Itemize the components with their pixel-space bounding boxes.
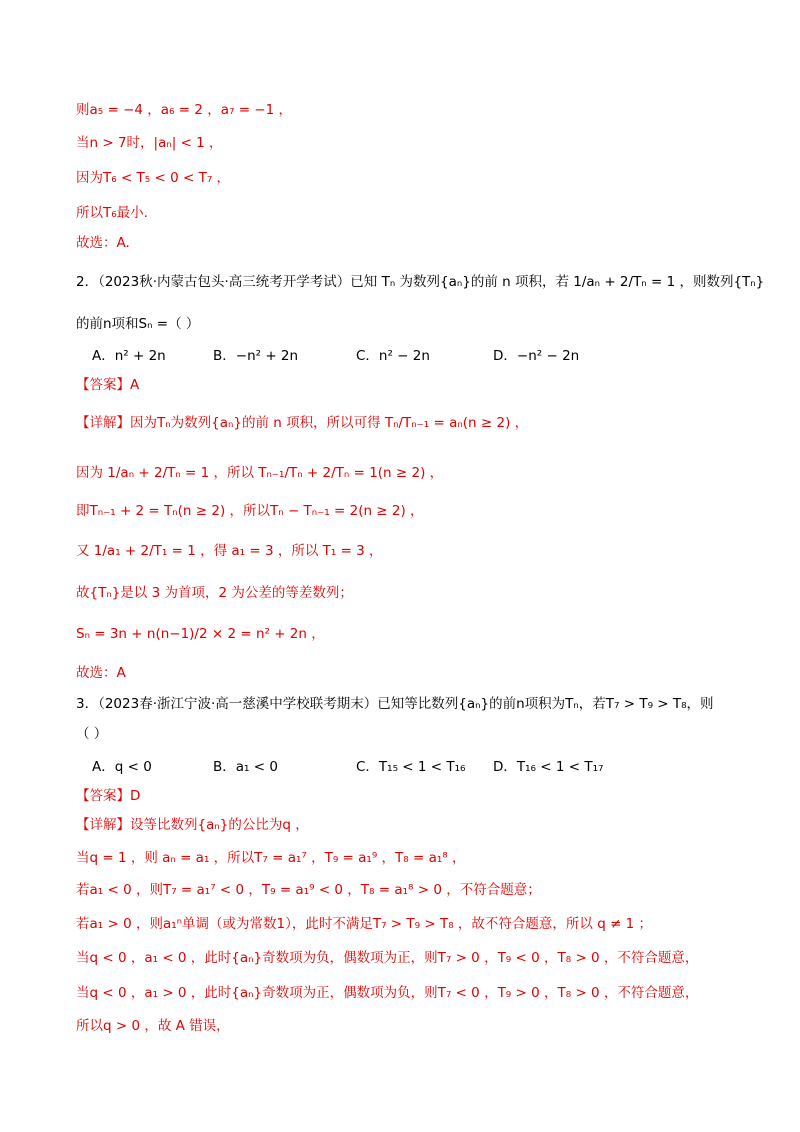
q3-detail-line: 若a₁ < 0 ，则T₇ = a₁⁷ < 0 ，T₉ = a₁⁹ < 0 ，T₈ = a₁⁸ > 0 ，不符合题意；	[76, 882, 541, 898]
question-2-stem: 2．（2023秋·内蒙古包头·高三统考开学考试）已知 Tₙ 为数列{aₙ}的前 n 项积，若 1/aₙ + 2/Tₙ = 1 ，则数列{Tₙ}	[76, 274, 765, 290]
q2-sum-formula: Sₙ = 3n + n(n−1)/2 × 2 = n² + 2n ，	[76, 626, 325, 642]
q2-detail-line: 故{Tₙ}是以 3 为首项，2 为公差的等差数列；	[76, 585, 353, 601]
q3-detail-line: 当q < 0 ，a₁ < 0 ，此时{aₙ}奇数项为负，偶数项为正，则T₇ > 0 ，T₉ < 0 ，T₈ > 0 ，不符合题意，	[76, 950, 699, 966]
q2-option-d: D．−n² − 2n	[493, 348, 580, 364]
q3-option-a: A．q < 0	[92, 759, 152, 775]
q2-option-c: C．n² − 2n	[356, 348, 430, 364]
q3-option-b: B．a₁ < 0	[213, 759, 278, 775]
question-3-stem: 3．（2023春·浙江宁波·高一慈溪中学校联考期末）已知等比数列{aₙ}的前n项积为Tₙ，若T₇ > T₉ > T₈，则	[76, 696, 714, 712]
q2-detail-line: 即Tₙ₋₁ + 2 = Tₙ(n ≥ 2) ，所以Tₙ − Tₙ₋₁ = 2(n ≥ 2) ，	[76, 503, 424, 519]
solution-line: 所以T₆最小.	[76, 205, 148, 221]
q2-answer: 【答案】A	[76, 377, 140, 393]
question-2-stem-cont: 的前n项和Sₙ =（ ）	[76, 316, 200, 332]
q2-option-a: A．n² + 2n	[92, 348, 166, 364]
q2-detail-line: 【详解】因为Tₙ为数列{aₙ}的前 n 项积，所以可得 Tₙ/Tₙ₋₁ = aₙ(n ≥ 2) ，	[76, 415, 529, 431]
answer-choice-line: 故选：A.	[76, 235, 130, 251]
q2-detail-line: 因为 1/aₙ + 2/Tₙ = 1 ，所以 Tₙ₋₁/Tₙ + 2/Tₙ = 1(n ≥ 2) ，	[76, 465, 444, 481]
solution-line: 因为T₆ < T₅ < 0 < T₇ ，	[76, 170, 231, 186]
solution-line: 当n > 7时，|aₙ| < 1 ，	[76, 135, 223, 151]
q3-detail-line: 若a₁ > 0 ，则a₁ⁿ单调（或为常数1），此时不满足T₇ > T₉ > T₈ ，故不符合题意，所以 q ≠ 1 ；	[76, 916, 653, 932]
q3-option-c: C．T₁₅ < 1 < T₁₆	[356, 759, 466, 775]
q3-detail-line: 当q = 1 ，则 aₙ = a₁ ，所以T₇ = a₁⁷ ，T₉ = a₁⁹ ，T₈ = a₁⁸ ，	[76, 850, 466, 866]
q2-detail-line: 又 1/a₁ + 2/T₁ = 1 ，得 a₁ = 3 ，所以 T₁ = 3 ，	[76, 543, 383, 559]
q3-detail-line: 所以q > 0 ，故 A 错误，	[76, 1018, 230, 1034]
q2-option-b: B．−n² + 2n	[213, 348, 299, 364]
q3-detail-line: 【详解】设等比数列{aₙ}的公比为q ，	[76, 817, 309, 833]
question-3-stem-cont: （ ）	[76, 726, 108, 742]
q3-answer: 【答案】D	[76, 788, 141, 804]
q2-detail-line: 故选：A	[76, 665, 126, 681]
q3-option-d: D．T₁₆ < 1 < T₁₇	[493, 759, 604, 775]
solution-line: 则a₅ = −4 ，a₆ = 2 ，a₇ = −1 ，	[76, 102, 292, 118]
q3-detail-line: 当q < 0 ，a₁ > 0 ，此时{aₙ}奇数项为正，偶数项为负，则T₇ < 0 ，T₉ > 0 ，T₈ > 0 ，不符合题意，	[76, 985, 699, 1001]
